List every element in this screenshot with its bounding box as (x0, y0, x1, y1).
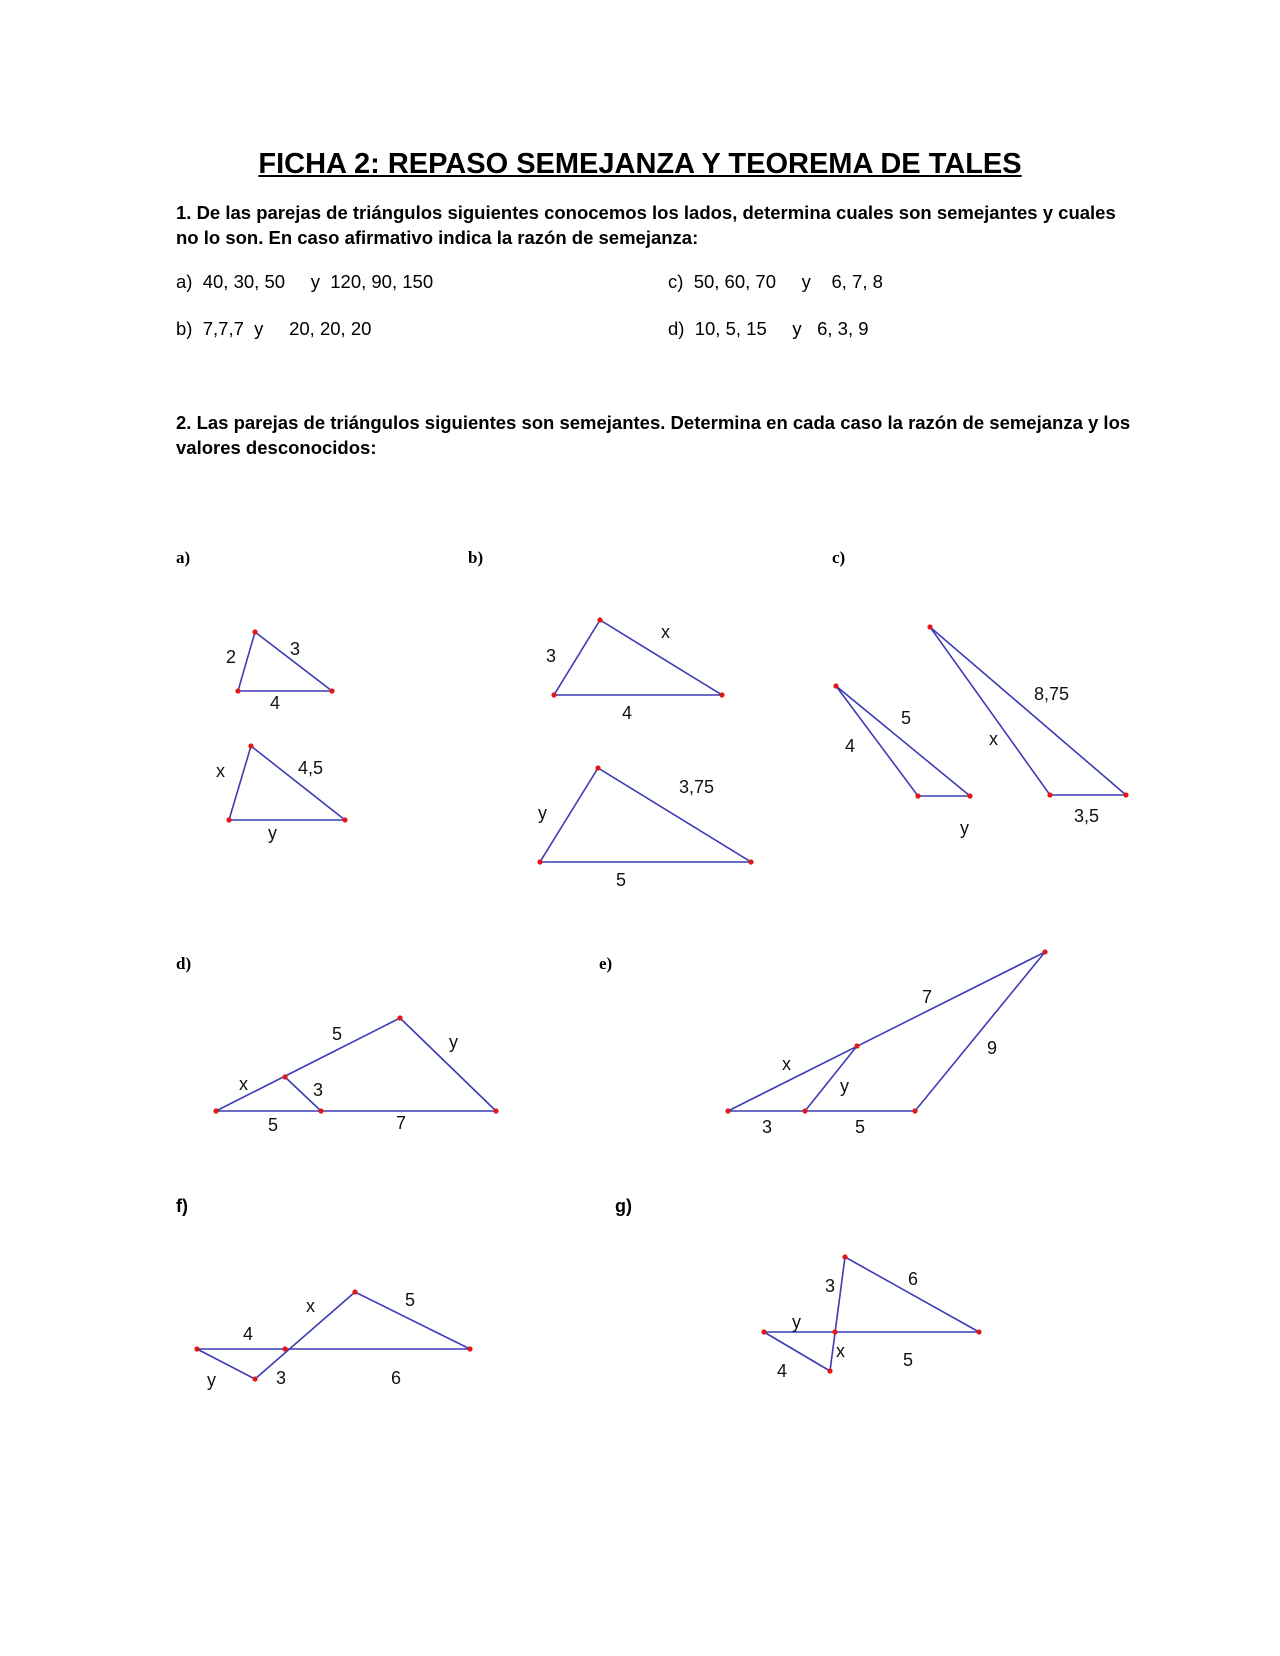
fig-b-t2-label-3: 5 (616, 870, 627, 890)
vertex-point-31 (467, 1346, 472, 1351)
fig-f-label-5: 3 (276, 1368, 287, 1388)
question-1-text: 1. De las parejas de triángulos siguientes conocemos los lados, determina cuales son semejantes y cuales no lo son. En caso afirmativo indica la razón de semejanza: (176, 202, 1116, 248)
segment-d-0 (216, 1018, 400, 1111)
fig-d-label-4: 3 (313, 1080, 324, 1100)
vertex-point-4 (226, 817, 231, 822)
triangle-a-t2 (229, 746, 345, 820)
figure-b (538, 622, 714, 890)
fig-d-label-2: y (449, 1032, 458, 1052)
segment-f-2 (255, 1292, 355, 1379)
vertex-point-20 (493, 1108, 498, 1113)
fig-c-t2-label-3: 3,5 (1074, 806, 1100, 826)
fig-d-label-5: 5 (268, 1115, 279, 1135)
triangle-c-t2 (930, 627, 1126, 795)
vertex-point-1 (235, 688, 240, 693)
vertex-point-22 (318, 1108, 323, 1113)
fig-d-label-6: 7 (396, 1113, 407, 1133)
vertex-point-33 (761, 1329, 766, 1334)
fig-e-label-2: x (782, 1054, 791, 1074)
fig-c-t2-label-1: x (989, 729, 998, 749)
fig-c-t2-label-2: 8,75 (1034, 684, 1070, 704)
vertex-point-25 (912, 1108, 917, 1113)
fig-g-label-2: 6 (908, 1269, 919, 1289)
question-2-text: 2. Las parejas de triángulos siguientes son semejantes. Determina en cada caso la razón de semejanza y los valores desconocidos: (176, 412, 1131, 458)
vertex-point-9 (595, 765, 600, 770)
vertex-point-30 (352, 1289, 357, 1294)
fig-a-t2-label-2: 4,5 (298, 758, 324, 778)
segment-d-1 (400, 1018, 496, 1111)
fig-e-label-4: 9 (987, 1038, 998, 1058)
fig-e-label-3: y (840, 1076, 849, 1096)
q1-item-a: a) 40, 30, 50 y 120, 90, 150 (176, 271, 434, 292)
fig-a-t2-label-1: x (216, 761, 225, 781)
fig-b-t2-label-1: y (538, 803, 547, 823)
triangle-b-t1 (554, 620, 722, 695)
fig-c-t1-label-2: 5 (901, 708, 912, 728)
fig-a-t2-label-3: y (268, 823, 277, 843)
vertex-point-23 (725, 1108, 730, 1113)
label-b: b) (468, 548, 484, 567)
fig-f-label-2: 5 (405, 1290, 416, 1310)
vertex-point-32 (282, 1346, 287, 1351)
vertex-point-6 (597, 617, 602, 622)
vertex-point-26 (802, 1108, 807, 1113)
fig-f-label-3: 4 (243, 1324, 254, 1344)
fig-d-label-1: 5 (332, 1024, 343, 1044)
vertex-point-36 (976, 1329, 981, 1334)
fig-a-t1-label-1: 2 (226, 647, 237, 667)
vertex-point-24 (1042, 949, 1047, 954)
fig-g-label-3: y (792, 1312, 801, 1332)
vertex-point-3 (248, 743, 253, 748)
vertex-point-11 (748, 859, 753, 864)
vertex-point-12 (833, 683, 838, 688)
q1-item-b: b) 7,7,7 y 20, 20, 20 (176, 318, 372, 339)
fig-b-t2-label-2: 3,75 (679, 777, 715, 797)
segment-e-inner-0 (805, 1046, 857, 1111)
label-c: c) (832, 548, 846, 567)
vertex-point-13 (915, 793, 920, 798)
vertex-point-10 (537, 859, 542, 864)
triangle-c-t1 (836, 686, 970, 796)
figure-d (239, 1024, 458, 1135)
vertex-point-19 (397, 1015, 402, 1020)
q1-item-c: c) 50, 60, 70 y 6, 7, 8 (668, 271, 883, 292)
label-f: f) (176, 1196, 188, 1216)
fig-g-label-4: x (836, 1341, 845, 1361)
vertex-point-28 (194, 1346, 199, 1351)
fig-g-label-6: 5 (903, 1350, 914, 1370)
vertex-point-14 (967, 793, 972, 798)
fig-d-label-3: x (239, 1074, 248, 1094)
triangle-e-big (728, 952, 1045, 1111)
fig-a-t1-label-3: 4 (270, 693, 281, 713)
vertex-point-8 (719, 692, 724, 697)
figure-f (207, 1290, 415, 1390)
fig-c-t1-label-3: y (960, 818, 969, 838)
fig-f-label-4: y (207, 1370, 216, 1390)
vertex-point-35 (842, 1254, 847, 1259)
fig-b-t1-label-2: x (661, 622, 670, 642)
fig-e-label-5: 3 (762, 1117, 773, 1137)
fig-f-label-1: x (306, 1296, 315, 1316)
vertex-point-21 (282, 1074, 287, 1079)
label-e: e) (599, 954, 613, 973)
fig-a-t1-label-2: 3 (290, 639, 301, 659)
triangle-b-t2 (540, 768, 751, 862)
label-d: d) (176, 954, 192, 973)
fig-e-label-6: 5 (855, 1117, 866, 1137)
segment-f-1 (197, 1349, 255, 1379)
vertex-point-2 (329, 688, 334, 693)
vertex-point-16 (1047, 792, 1052, 797)
vertex-point-15 (927, 624, 932, 629)
fig-g-label-1: 3 (825, 1276, 836, 1296)
vertex-point-37 (832, 1329, 837, 1334)
vertex-point-27 (854, 1043, 859, 1048)
vertex-point-34 (827, 1368, 832, 1373)
figure-c (845, 684, 1099, 838)
vertex-point-7 (551, 692, 556, 697)
vertex-point-0 (252, 629, 257, 634)
label-a: a) (176, 548, 191, 567)
fig-b-t1-label-3: 4 (622, 703, 633, 723)
page-title: FICHA 2: REPASO SEMEJANZA Y TEOREMA DE TALES (258, 148, 1022, 180)
figure-e (762, 987, 997, 1137)
fig-f-label-6: 6 (391, 1368, 402, 1388)
vertex-point-18 (213, 1108, 218, 1113)
segment-g-1 (764, 1332, 830, 1371)
fig-e-label-1: 7 (922, 987, 933, 1007)
vertex-point-29 (252, 1376, 257, 1381)
vertex-point-5 (342, 817, 347, 822)
fig-g-label-5: 4 (777, 1361, 788, 1381)
triangle-a-t1 (238, 632, 332, 691)
fig-c-t1-label-1: 4 (845, 736, 856, 756)
label-g: g) (615, 1196, 632, 1216)
q1-item-d: d) 10, 5, 15 y 6, 3, 9 (668, 318, 869, 339)
fig-b-t1-label-1: 3 (546, 646, 557, 666)
vertex-point-17 (1123, 792, 1128, 797)
